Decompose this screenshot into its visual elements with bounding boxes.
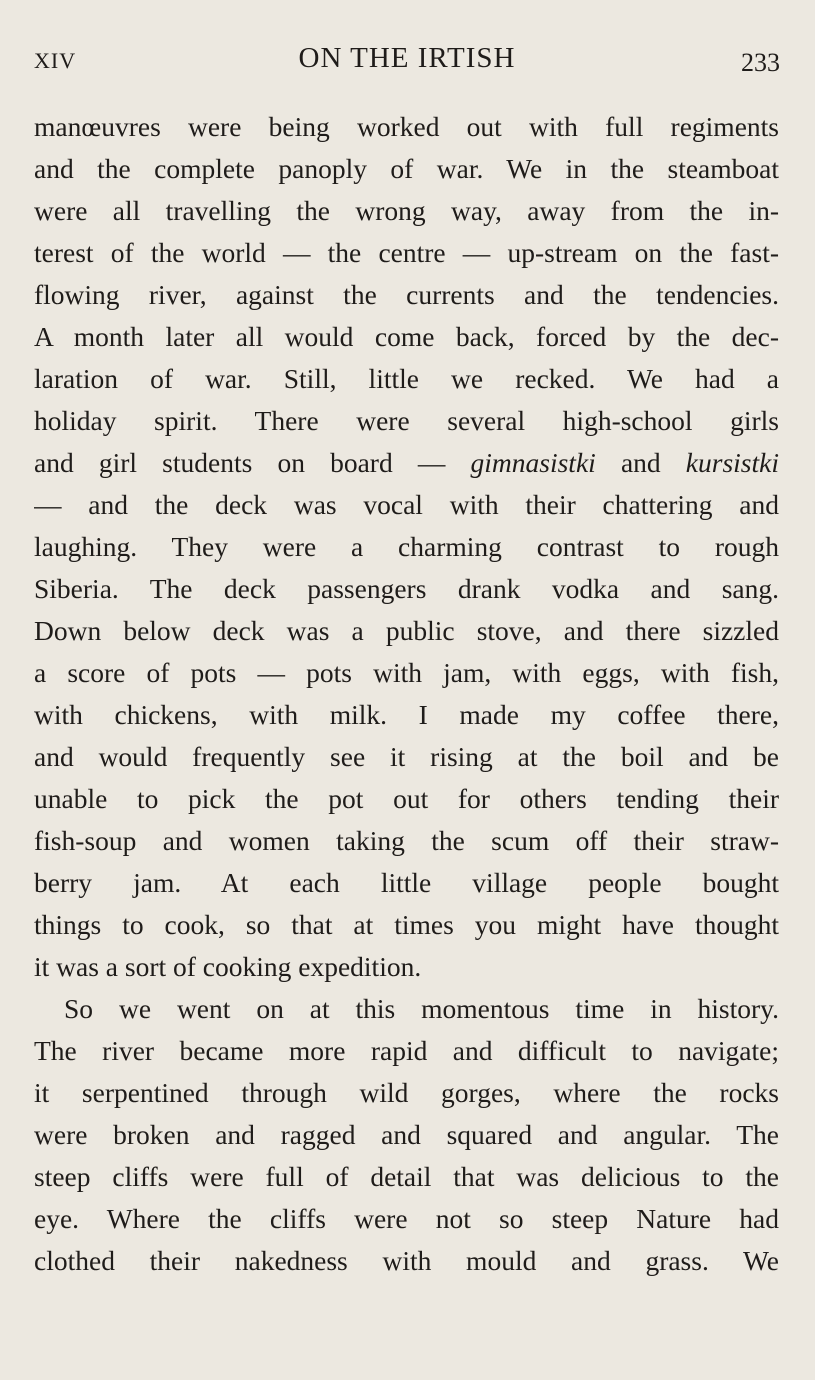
text-line: it was a sort of cooking expedition. [34, 951, 422, 982]
text-line: a score of pots — pots with jam, with eggs, with fish, [34, 657, 779, 688]
running-header [34, 40, 780, 84]
text-line: eye. Where the cliffs were not so steep Nature had [34, 1203, 779, 1234]
text-line: terest of the world — the centre — up-stream on the fast- [34, 237, 779, 268]
text-line: berry jam. At each little village people bought [34, 867, 779, 898]
page-number: 233 [741, 48, 780, 77]
text-segment: and girl students on board — [34, 447, 471, 478]
body-text [34, 106, 779, 1282]
text-line: and would frequently see it rising at the boil and be [34, 741, 779, 772]
text-line: were broken and ragged and squared and angular. The [34, 1119, 779, 1150]
italic-term: gimnasistki [470, 447, 596, 478]
text-line: and the complete panoply of war. We in the steamboat [34, 153, 779, 184]
chapter-number: XIV [34, 48, 77, 73]
text-line: clothed their nakedness with mould and grass. We [34, 1245, 779, 1276]
text-line: laration of war. Still, little we recked. We had a [34, 363, 779, 394]
text-line: A month later all would come back, forced by the dec- [34, 321, 779, 352]
text-line: holiday spirit. There were several high-school girls [34, 405, 779, 436]
text-line: were all travelling the wrong way, away from the in- [34, 195, 779, 226]
text-line: laughing. They were a charming contrast to rough [34, 531, 779, 562]
text-line: So we went on at this momentous time in history. [64, 993, 779, 1024]
text-line: unable to pick the pot out for others tending their [34, 783, 779, 814]
text-line: The river became more rapid and difficult to navigate; [34, 1035, 779, 1066]
text-line-with-italics [34, 442, 779, 484]
text-line: Siberia. The deck passengers drank vodka and sang. [34, 573, 779, 604]
text-line: fish-soup and women taking the scum off their straw- [34, 825, 779, 856]
text-line: flowing river, against the currents and the tendencies. [34, 279, 779, 310]
text-line: — and the deck was vocal with their chattering and [34, 489, 779, 520]
text-segment: and [595, 447, 686, 478]
text-line: manœuvres were being worked out with full regiments [34, 111, 779, 142]
text-line: with chickens, with milk. I made my coffee there, [34, 699, 779, 730]
text-line: it serpentined through wild gorges, where the rocks [34, 1077, 779, 1108]
text-line: Down below deck was a public stove, and there sizzled [34, 615, 779, 646]
running-title: ON THE IRTISH [298, 42, 516, 74]
italic-term: kursistki [685, 447, 779, 478]
text-line: things to cook, so that at times you might have thought [34, 909, 779, 940]
text-line: steep cliffs were full of detail that was delicious to the [34, 1161, 779, 1192]
